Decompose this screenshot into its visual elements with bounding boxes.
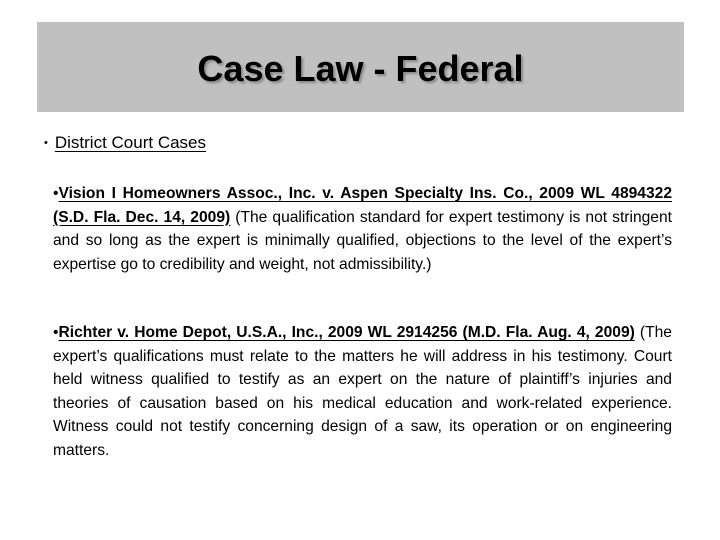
case-bullet: • xyxy=(53,185,59,202)
case-bullet: • xyxy=(53,324,59,341)
case-description: (The expert’s qualifications must relate to the matters he will address in his testimony. Court held witness qualified to testify as an expert on the nature of plaintiff’s injuries and theories of causation based on his medical education and work-related experience. Witness could not testify concerning design of a saw, its operation or on engineering matters. xyxy=(53,324,672,459)
page-title: Case Law - Federal xyxy=(197,48,524,89)
bullet-icon: • xyxy=(44,137,48,149)
case-citation: Vision I Homeowners Assoc., Inc. v. Aspen Specialty Ins. Co., 2009 WL 4894322 (S.D. Fla. Dec. 14, 2009) xyxy=(53,185,672,226)
case-citation: Richter v. Home Depot, U.S.A., Inc., 2009 WL 2914256 (M.D. Fla. Aug. 4, 2009) xyxy=(58,324,635,341)
title-band xyxy=(37,22,684,112)
section-heading xyxy=(44,132,206,154)
case-entry xyxy=(53,321,672,462)
case-entry xyxy=(53,182,672,276)
section-label: District Court Cases xyxy=(54,133,206,152)
case-description: (The qualification standard for expert testimony is not stringent and so long as the expert is minimally qualified, objections to the level of the expert’s expertise go to credibility and weight, not admissibility.) xyxy=(53,208,672,273)
